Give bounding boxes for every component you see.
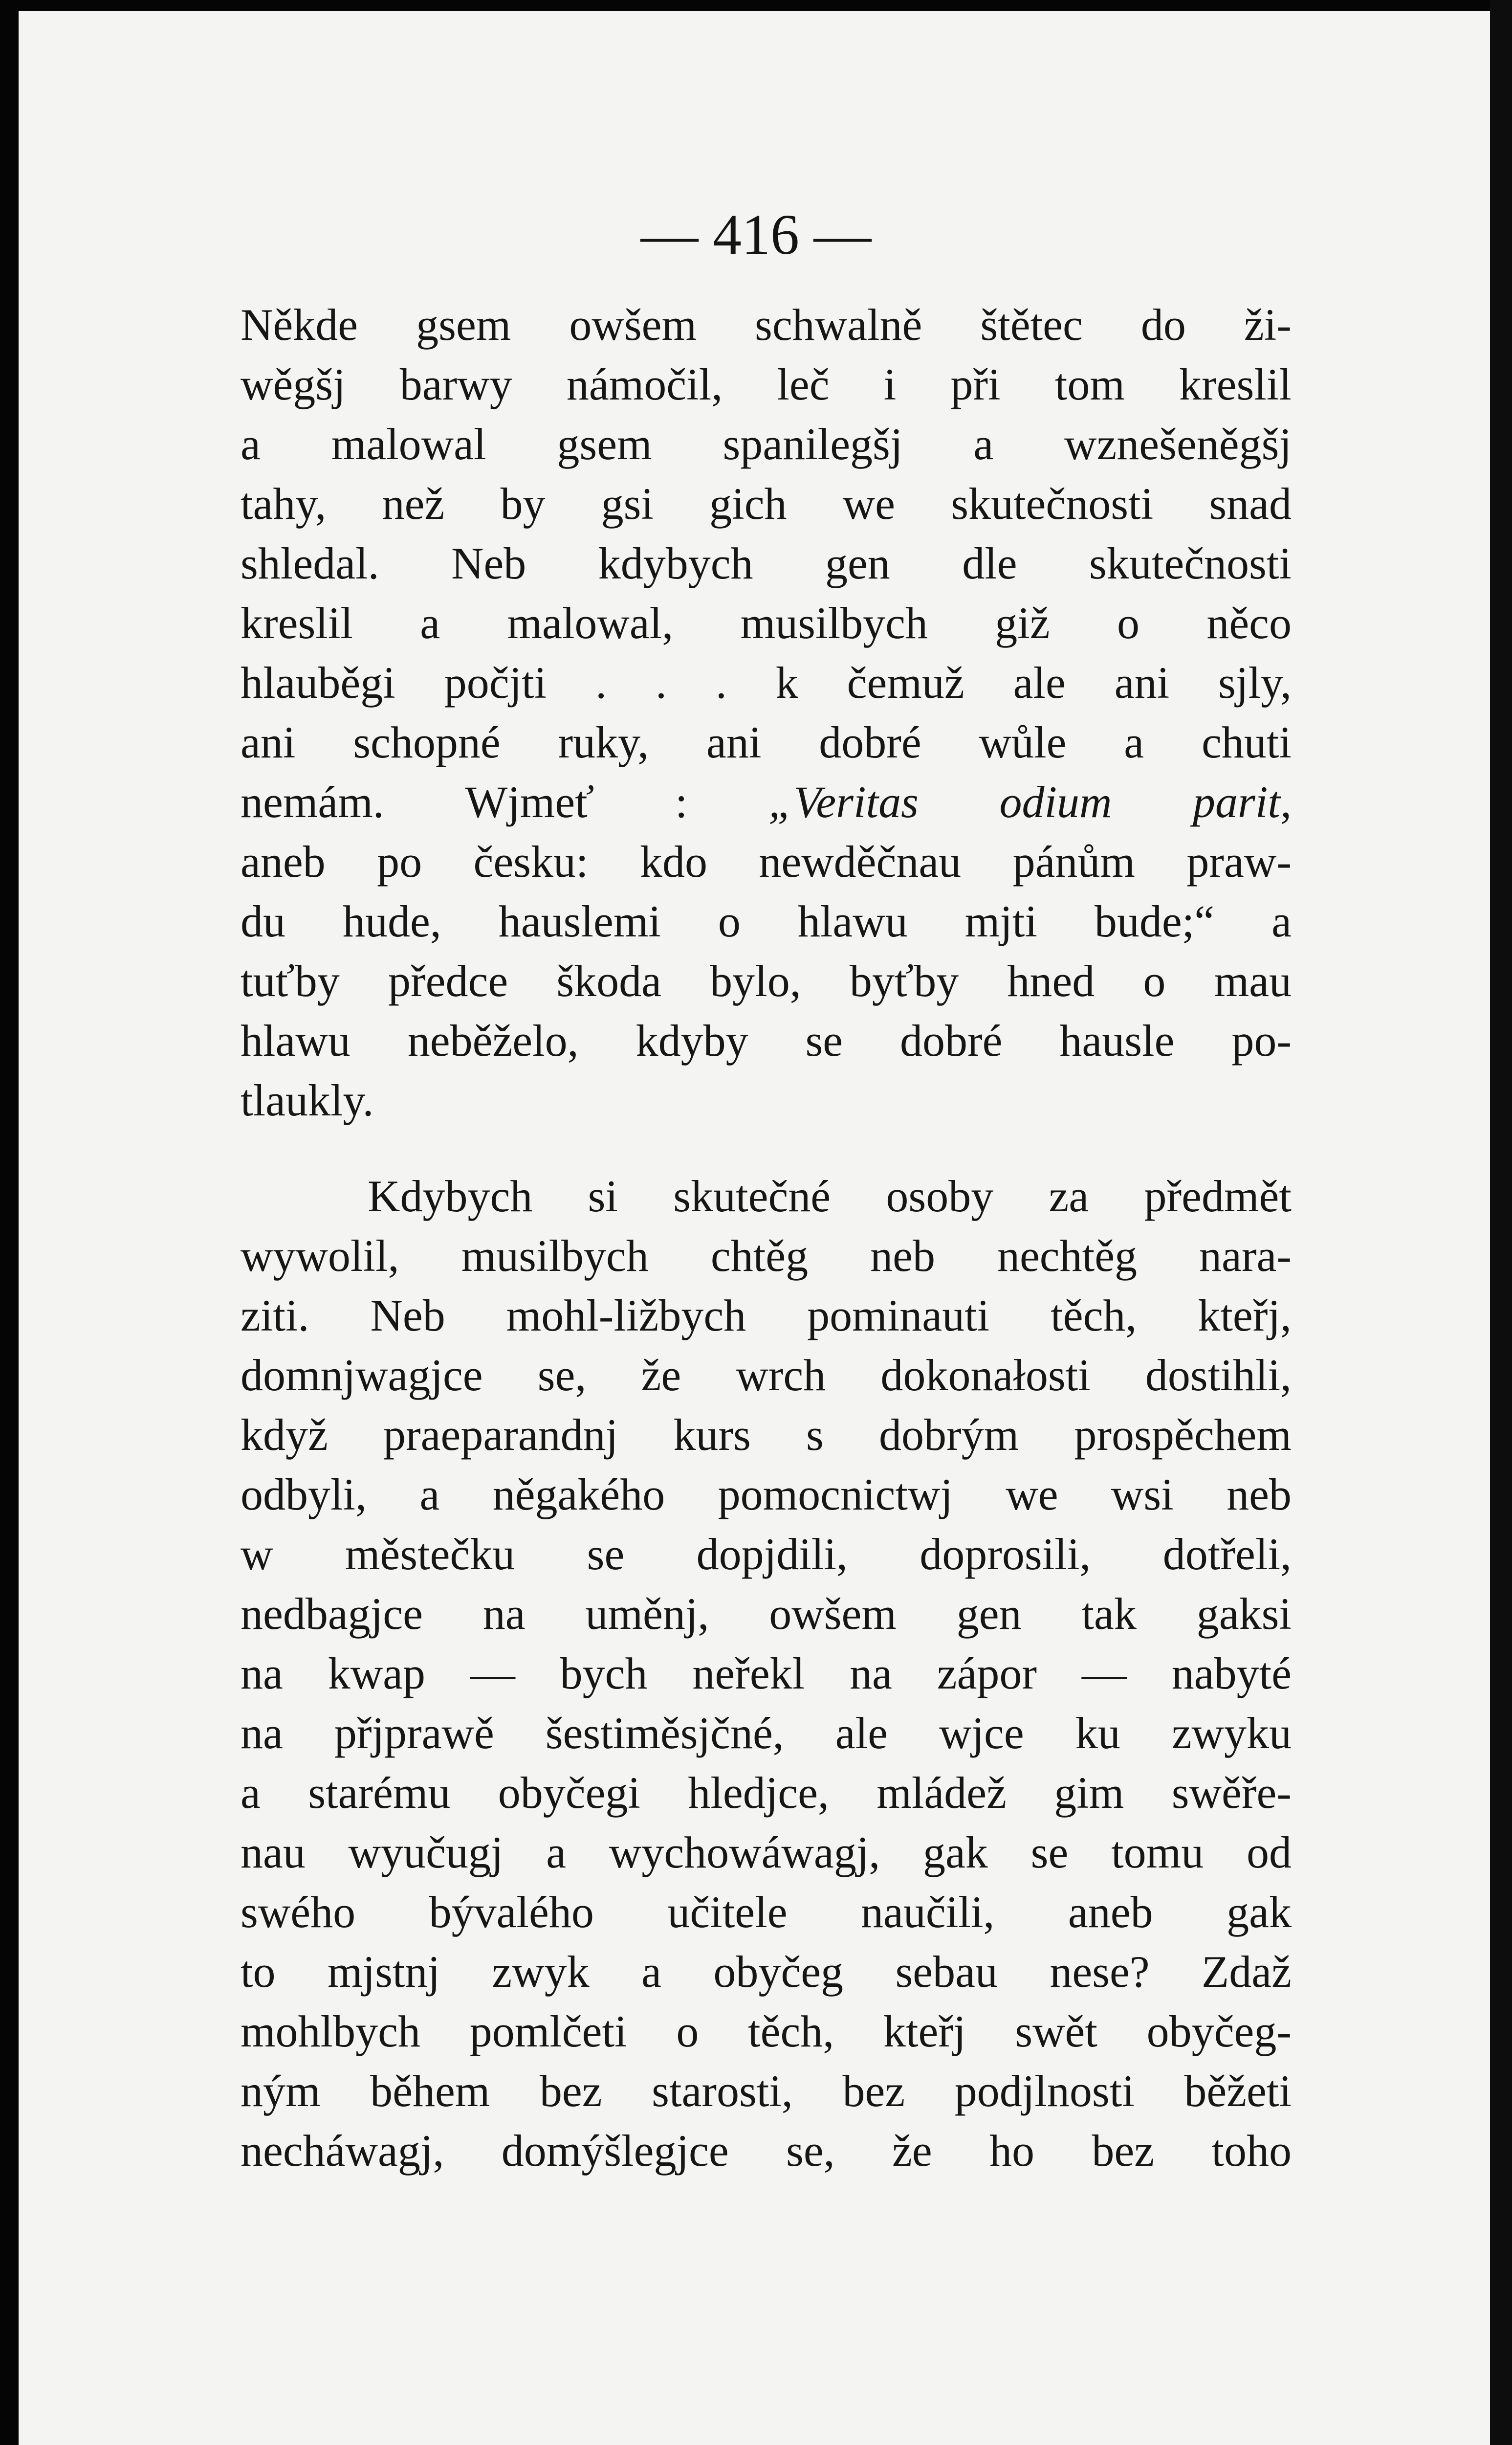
word: hned xyxy=(1007,956,1095,1006)
word: snad xyxy=(1209,479,1292,529)
word: bylo, xyxy=(710,956,801,1006)
word: tlaukly. xyxy=(241,1075,374,1125)
word: i xyxy=(883,359,897,409)
word: podjlnosti xyxy=(954,2066,1135,2116)
word: hlauběgi xyxy=(241,658,395,708)
text-line xyxy=(241,295,1292,355)
word: praeparandnj xyxy=(383,1410,618,1460)
text-line xyxy=(241,355,1292,414)
word: nau xyxy=(241,1827,306,1877)
word: gaksi xyxy=(1196,1589,1292,1639)
word: běžeti xyxy=(1184,2066,1292,2116)
word: — xyxy=(1081,1648,1127,1698)
word: schwalně xyxy=(755,300,922,350)
word: — xyxy=(470,1648,515,1698)
word: ži- xyxy=(1244,300,1292,350)
word: předmět xyxy=(1144,1171,1292,1221)
word: městečku xyxy=(345,1529,515,1579)
word: dle xyxy=(962,538,1017,588)
word: se, xyxy=(537,1350,587,1400)
word: obyčeg- xyxy=(1146,2006,1292,2056)
word: dokonałosti xyxy=(880,1350,1091,1400)
text-line xyxy=(241,1763,1292,1823)
word: hauslemi xyxy=(498,896,661,946)
word: malowal, xyxy=(507,598,674,648)
word: zwyku xyxy=(1171,1708,1292,1758)
word: se, xyxy=(786,2126,835,2176)
word: neběželo, xyxy=(407,1016,579,1066)
word: Zdaž xyxy=(1202,1947,1292,1997)
word: nemám. xyxy=(241,777,384,827)
word: štětec xyxy=(980,300,1083,350)
text-line xyxy=(241,1942,1292,2001)
word: ho xyxy=(989,2126,1035,2176)
word: we xyxy=(842,479,896,529)
word: na xyxy=(241,1648,283,1698)
word: naučili, xyxy=(861,1887,995,1937)
word: ani xyxy=(1114,658,1170,708)
word: česku: xyxy=(473,837,589,887)
word: během xyxy=(370,2066,490,2116)
word: bude;“ xyxy=(1094,896,1215,946)
word: neřekl xyxy=(692,1648,805,1698)
word: domýšlegjce xyxy=(501,2126,729,2176)
word: kurs xyxy=(673,1410,751,1460)
word: po xyxy=(377,837,422,887)
word: parit, xyxy=(1193,777,1292,827)
word: wychowáwagj, xyxy=(609,1827,880,1877)
word: nabyté xyxy=(1171,1648,1292,1698)
word: na xyxy=(241,1708,283,1758)
word: pomocnictwj xyxy=(718,1469,953,1519)
word: než xyxy=(382,479,445,529)
word: šestiměsjčné, xyxy=(545,1708,784,1758)
word: gich xyxy=(709,479,787,529)
word: wěgšj xyxy=(241,359,346,409)
text-line xyxy=(241,414,1292,474)
word: kteřj xyxy=(883,2006,966,2056)
word: pánům xyxy=(1012,837,1135,887)
word: toho xyxy=(1211,2126,1292,2176)
word: obyčegi xyxy=(498,1768,640,1818)
word: těch, xyxy=(748,2006,834,2056)
word: škoda xyxy=(556,956,661,1006)
word: starosti, xyxy=(652,2066,793,2116)
word: musilbych xyxy=(461,1231,649,1281)
word: Wjmeť xyxy=(465,777,594,827)
word: necháwagj, xyxy=(241,2126,444,2176)
word: ku xyxy=(1075,1708,1120,1758)
word: kdybych xyxy=(598,538,753,588)
word: bez xyxy=(1092,2126,1155,2176)
word: že xyxy=(892,2126,932,2176)
word: sebau xyxy=(895,1947,998,1997)
word: do xyxy=(1140,300,1186,350)
word: wsi xyxy=(1111,1469,1174,1519)
text-line xyxy=(241,2121,1292,2180)
word: zwyk xyxy=(492,1947,590,1997)
word: to xyxy=(241,1947,276,1997)
word: swěře- xyxy=(1171,1768,1292,1818)
word: tomu xyxy=(1111,1827,1204,1877)
word: owšem xyxy=(769,1589,897,1639)
word: praw- xyxy=(1186,837,1292,887)
word: domnjwagjce xyxy=(241,1350,483,1400)
word: při xyxy=(950,359,1001,409)
word: . xyxy=(655,658,667,708)
word: musilbych xyxy=(740,598,928,648)
word: ale xyxy=(835,1708,888,1758)
word: o xyxy=(676,2006,699,2056)
word: giž xyxy=(995,598,1050,648)
word: se xyxy=(587,1529,625,1579)
word: wůle xyxy=(979,717,1067,767)
word: kdo xyxy=(639,837,707,887)
word: Neb xyxy=(451,538,526,588)
word: počjti xyxy=(444,658,547,708)
word: gen xyxy=(956,1589,1022,1639)
word: gim xyxy=(1054,1768,1124,1818)
word: přjprawě xyxy=(334,1708,494,1758)
word: s xyxy=(806,1410,824,1460)
paragraph-1 xyxy=(241,295,1292,1130)
word: Neb xyxy=(370,1290,445,1340)
word: . xyxy=(595,658,607,708)
word: pominauti xyxy=(807,1290,990,1340)
word: na xyxy=(482,1589,526,1639)
word: se xyxy=(1030,1827,1069,1877)
word: dopjdili, xyxy=(696,1529,848,1579)
word: prospěchem xyxy=(1074,1410,1292,1460)
word: gak xyxy=(923,1827,988,1877)
text-line xyxy=(241,1823,1292,1882)
word: gen xyxy=(825,538,890,588)
word: čemuž xyxy=(847,658,964,708)
word: skutečnosti xyxy=(1089,538,1292,588)
text-line xyxy=(241,1465,1292,1524)
word: dotřeli, xyxy=(1162,1529,1292,1579)
word: wznešeněgšj xyxy=(1064,419,1292,469)
text-line xyxy=(241,772,1292,832)
word: předce xyxy=(388,956,508,1006)
word: ruky, xyxy=(558,717,649,767)
word: obyčeg xyxy=(713,1947,844,1997)
text-line xyxy=(241,1584,1292,1644)
word: malowal xyxy=(331,419,486,469)
word: sjly, xyxy=(1218,658,1292,708)
text-line xyxy=(241,533,1292,593)
word: starému xyxy=(308,1768,451,1818)
word: a xyxy=(241,419,261,469)
word: o xyxy=(1117,598,1139,648)
word: o xyxy=(1143,956,1166,1006)
word: „Veritas xyxy=(768,777,919,827)
word: bez xyxy=(842,2066,905,2116)
word: Někde xyxy=(241,300,358,350)
text-line xyxy=(241,1011,1292,1070)
word: swět xyxy=(1015,2006,1097,2056)
text-line xyxy=(241,951,1292,1011)
word: a xyxy=(1124,717,1144,767)
word: neb xyxy=(870,1231,935,1281)
word: shledal. xyxy=(241,538,379,588)
word: tom xyxy=(1054,359,1125,409)
word: spanilegšj xyxy=(723,419,903,469)
word: w xyxy=(241,1529,273,1579)
word: kdyby xyxy=(635,1016,748,1066)
word: ziti. xyxy=(241,1290,309,1340)
word: by xyxy=(500,479,546,529)
word: dostihli, xyxy=(1145,1350,1292,1400)
word: kreslil xyxy=(1179,359,1292,409)
word: byťby xyxy=(849,956,959,1006)
word: aneb xyxy=(241,837,326,887)
word: těch, xyxy=(1051,1290,1137,1340)
word: dobré xyxy=(819,717,921,767)
word: mohlbych xyxy=(241,2006,420,2056)
word: gsem xyxy=(557,419,652,469)
word: a xyxy=(420,598,440,648)
word: nechtěg xyxy=(997,1231,1138,1281)
word: kwap xyxy=(328,1648,425,1698)
word: skutečnosti xyxy=(951,479,1154,529)
text-line xyxy=(241,891,1292,951)
word: : xyxy=(675,777,688,827)
word: we xyxy=(1006,1469,1058,1519)
paragraph-2 xyxy=(241,1166,1292,2180)
page-edge-shadow xyxy=(1490,0,1512,2445)
word: že xyxy=(641,1350,681,1400)
word: kreslil xyxy=(241,598,353,648)
text-line xyxy=(241,712,1292,772)
word: aneb xyxy=(1068,1887,1153,1937)
text-line xyxy=(241,1345,1292,1405)
word: a xyxy=(1271,896,1292,946)
word: mau xyxy=(1214,956,1292,1006)
word: bývalého xyxy=(429,1887,594,1937)
word: kteřj, xyxy=(1198,1290,1292,1340)
word: ale xyxy=(1013,658,1066,708)
word: gsi xyxy=(601,479,654,529)
text-line xyxy=(241,832,1292,891)
text-line xyxy=(241,2061,1292,2121)
word: odbyli, xyxy=(241,1469,367,1519)
word: a xyxy=(241,1768,261,1818)
word: o xyxy=(718,896,741,946)
word: bych xyxy=(560,1648,648,1698)
word: nedbagjce xyxy=(241,1589,423,1639)
text-line xyxy=(241,2001,1292,2061)
word: si xyxy=(588,1171,618,1221)
word: mjti xyxy=(964,896,1037,946)
text-line xyxy=(241,1226,1292,1286)
word: gak xyxy=(1227,1887,1292,1937)
word: hlawu xyxy=(797,896,908,946)
word: wrch xyxy=(736,1350,826,1400)
word: barwy xyxy=(399,359,512,409)
text-line xyxy=(241,1405,1292,1465)
word: chtěg xyxy=(710,1231,809,1281)
word: a xyxy=(419,1469,440,1519)
text-line xyxy=(241,1166,1292,1226)
word: za xyxy=(1049,1171,1089,1221)
word: mládež xyxy=(877,1768,1007,1818)
word: pomlčeti xyxy=(469,2006,627,2056)
word: Kdybych xyxy=(368,1171,533,1221)
text-line xyxy=(241,653,1292,712)
word: se xyxy=(805,1016,843,1066)
word: a xyxy=(641,1947,661,1997)
word: doprosili, xyxy=(920,1529,1091,1579)
text-line xyxy=(241,1286,1292,1345)
word: neb xyxy=(1227,1469,1292,1519)
word: ným xyxy=(241,2066,321,2116)
text-line xyxy=(241,1882,1292,1942)
word: hledjce, xyxy=(688,1768,829,1818)
word: du xyxy=(241,896,285,946)
word: něgakého xyxy=(492,1469,665,1519)
word: nese? xyxy=(1050,1947,1150,1997)
word: wyučugj xyxy=(348,1827,504,1877)
text-line xyxy=(241,474,1292,533)
word: owšem xyxy=(569,300,697,350)
word: dobré xyxy=(900,1016,1003,1066)
word: nara- xyxy=(1199,1231,1292,1281)
word: ani xyxy=(241,717,296,767)
word: tak xyxy=(1081,1589,1137,1639)
word: námočil, xyxy=(566,359,723,409)
word: dobrým xyxy=(879,1410,1019,1460)
text-line xyxy=(241,1524,1292,1584)
word: k xyxy=(775,658,798,708)
word: uměnj, xyxy=(585,1589,709,1639)
word: newděčnau xyxy=(759,837,962,887)
page-number: — 416 — xyxy=(640,202,872,267)
word: bez xyxy=(539,2066,602,2116)
word: osoby xyxy=(886,1171,994,1221)
word: wjce xyxy=(939,1708,1024,1758)
word: leč xyxy=(777,359,830,409)
word: zápor xyxy=(937,1648,1037,1698)
word: schopné xyxy=(353,717,501,767)
word: a xyxy=(973,419,994,469)
word: mohl-ližbych xyxy=(506,1290,746,1340)
text-line xyxy=(241,1703,1292,1763)
word: když xyxy=(241,1410,328,1460)
word: tahy, xyxy=(241,479,327,529)
word: gsem xyxy=(416,300,511,350)
word: a xyxy=(546,1827,567,1877)
word: mjstnj xyxy=(327,1947,440,1997)
word: ani xyxy=(706,717,762,767)
word: hude, xyxy=(342,896,441,946)
word: swého xyxy=(241,1887,356,1937)
word: od xyxy=(1247,1827,1292,1877)
word: na xyxy=(850,1648,892,1698)
word: tuťby xyxy=(241,956,340,1006)
word: učitele xyxy=(667,1887,788,1937)
word: hausle xyxy=(1059,1016,1175,1066)
word: wywolil, xyxy=(241,1231,399,1281)
text-line xyxy=(241,1644,1292,1703)
word: hlawu xyxy=(241,1016,351,1066)
word: něco xyxy=(1206,598,1292,648)
word: . xyxy=(715,658,727,708)
text-line xyxy=(241,593,1292,653)
word: chuti xyxy=(1201,717,1292,767)
word: odium xyxy=(999,777,1112,827)
word: skutečné xyxy=(673,1171,831,1221)
word: po- xyxy=(1231,1016,1292,1066)
text-line xyxy=(241,1070,1292,1130)
